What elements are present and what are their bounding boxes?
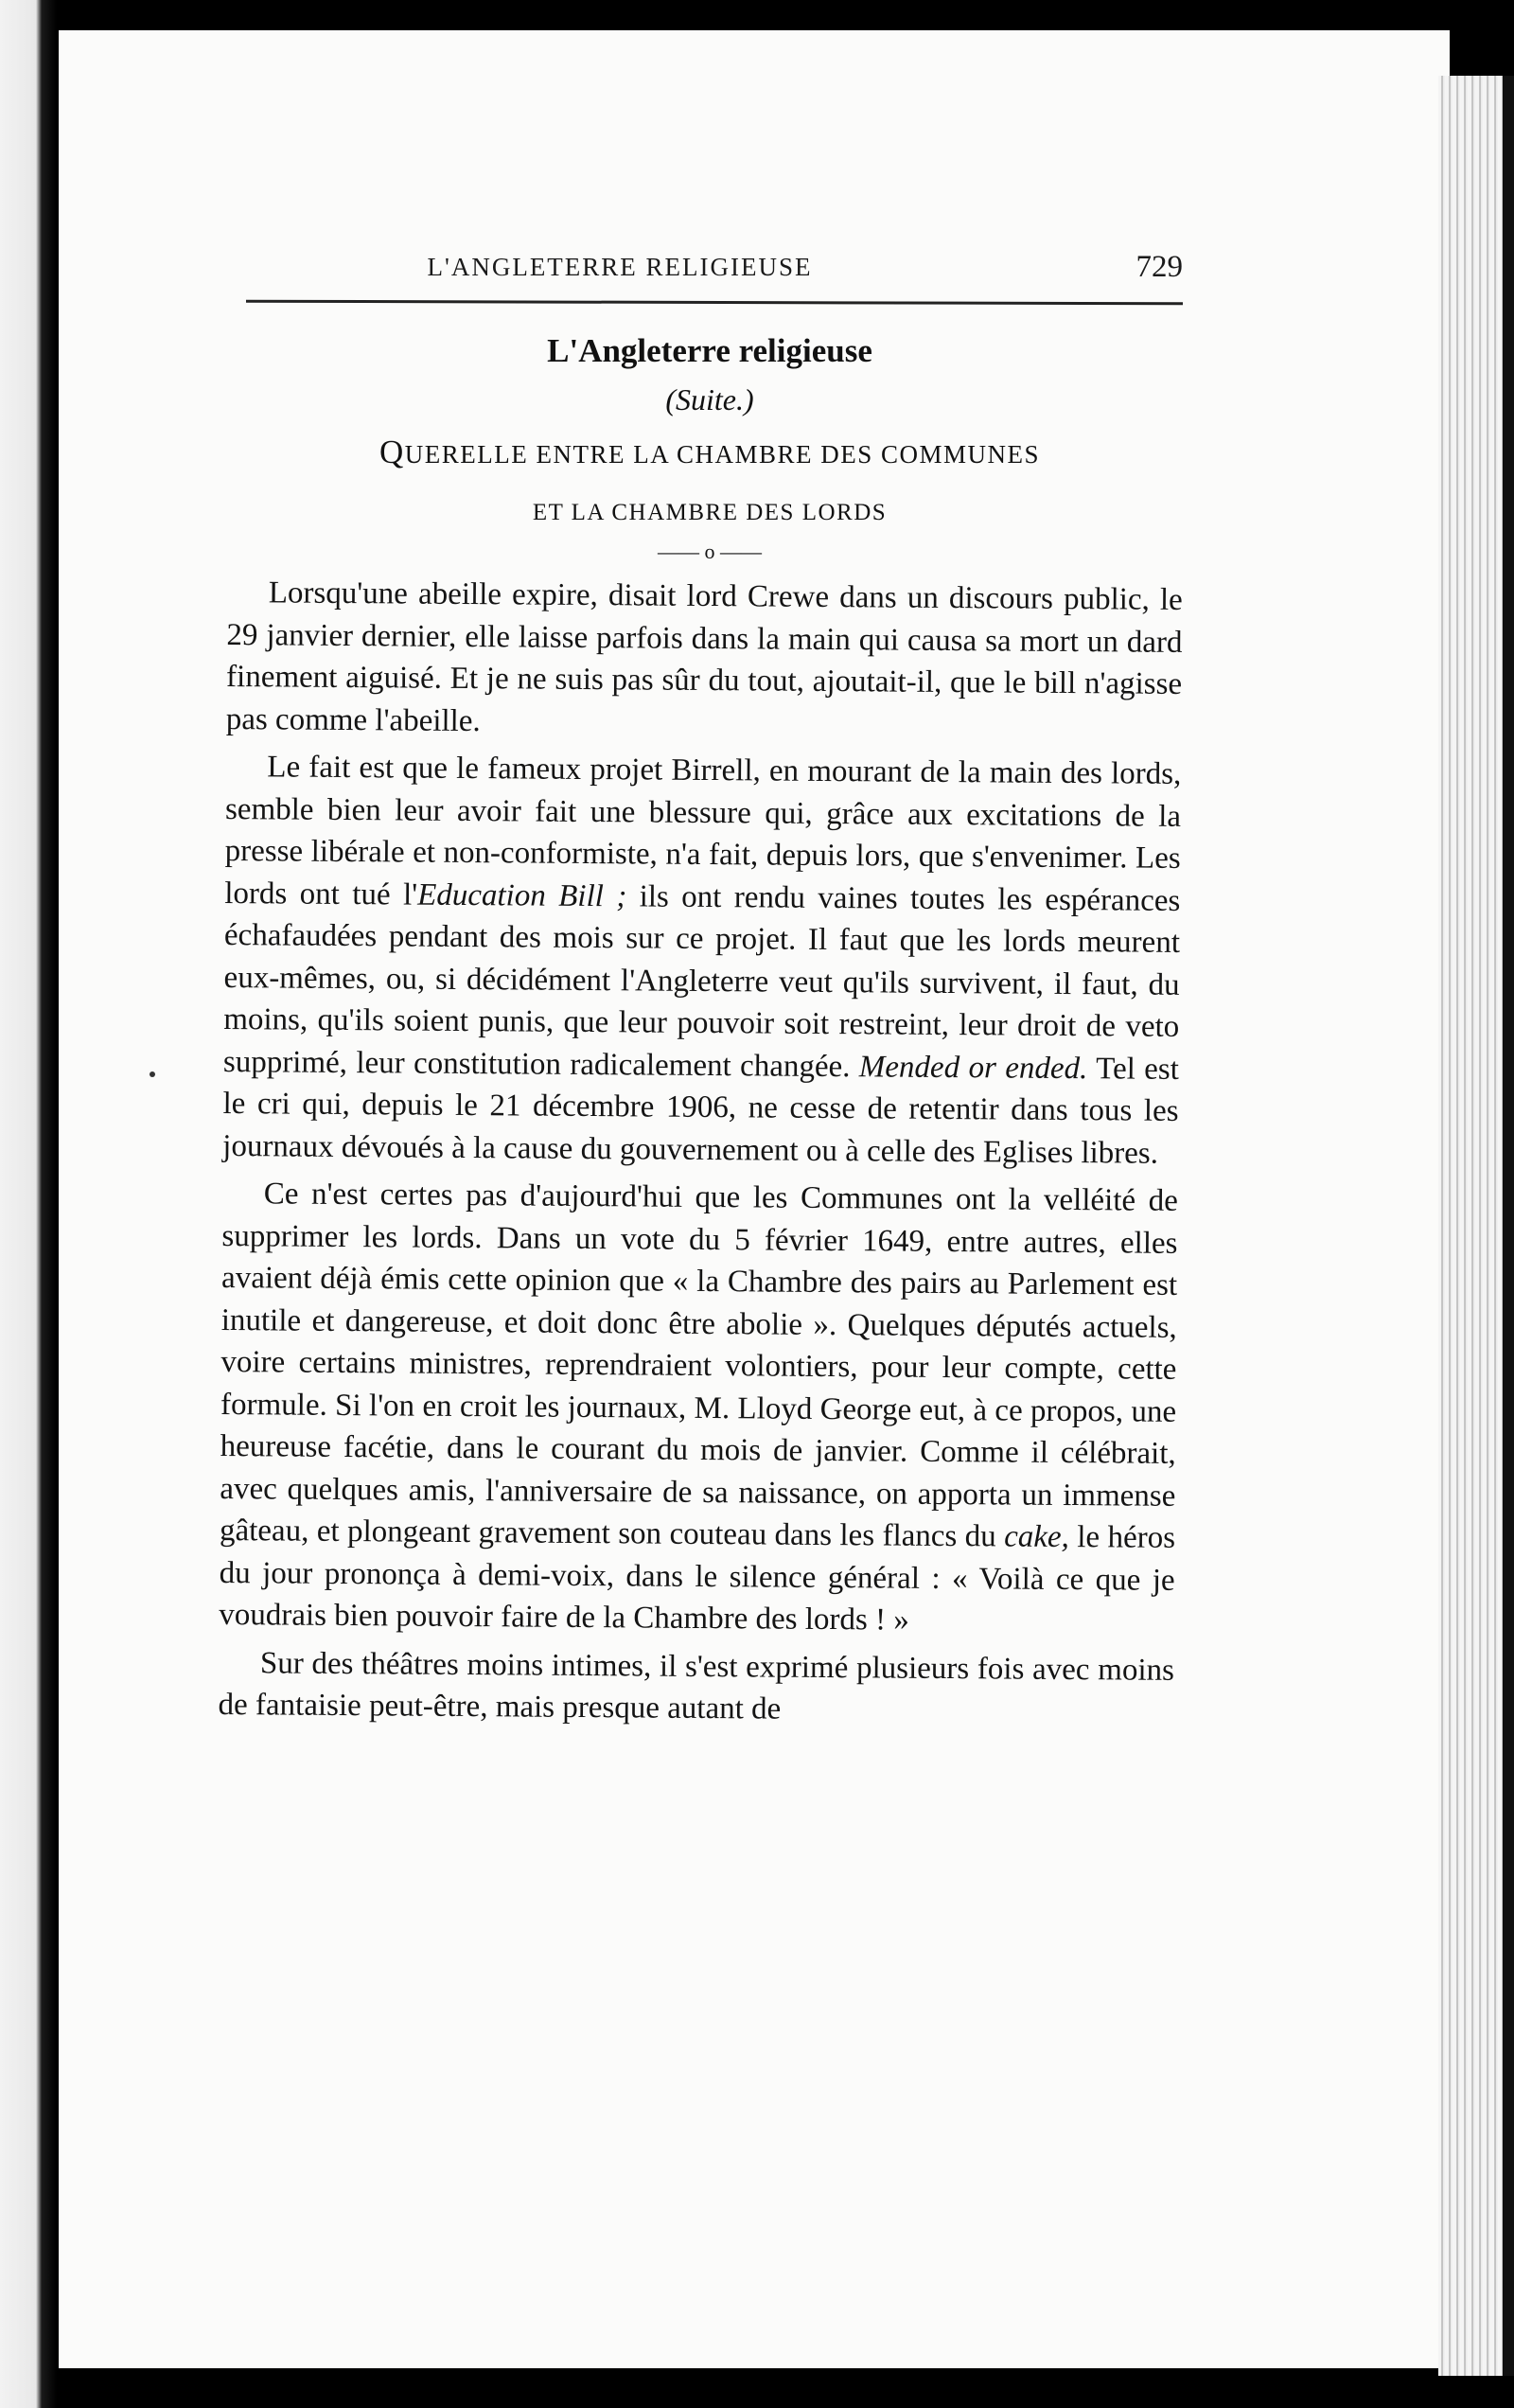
paragraph-2-text-b: ils ont rendu vaines toutes les espérances échafaudées pendant des mois sur ce projet. Il faut que les lords meurent eux-mêmes, ou, si décidément l'Angleterre veut qu'ils survivent, il faut, du moins, qu'ils soient punis, que leur pouvoir soit restreint, leur droit de veto supprimé, leur constitution radicalement changée. [222, 878, 1181, 1084]
paragraph-3-italic: cake, [1004, 1519, 1070, 1555]
section-ornament: —— o —— [658, 540, 762, 563]
subtitle-line-1: QUERELLE ENTRE LA CHAMBRE DES COMMUNES [378, 434, 1041, 470]
page-number: 729 [1136, 250, 1183, 284]
ink-speck [150, 1071, 155, 1077]
article-body [218, 572, 1183, 1733]
running-header [246, 248, 1183, 305]
paragraph-2-text-a: Le fait est que le fameux projet Birrell, en mourant de la main des lords, semble bien leur avoir fait une blessure qui, grâce aux excitations de la presse libérale et non-conformiste, n'a fait, depuis lors, que s'envenimer. Les lords ont tué l' [224, 750, 1182, 912]
paragraph-2 [222, 746, 1181, 1175]
paragraph-1: Lorsqu'une abeille expire, disait lord Crewe dans un discours public, le 29 janvier dernier, elle laisse parfois dans la main qui causa sa mort un dard finement aiguisé. Et je ne suis pas sûr du tout, ajoutait-il, que le bill n'agisse pas comme l'abeille. [225, 575, 1183, 738]
subtitle-line-2: ET LA CHAMBRE DES LORDS [532, 500, 888, 525]
running-title: L'ANGLETERRE RELIGIEUSE [427, 253, 813, 281]
article-continuation: (Suite.) [665, 382, 754, 416]
page-stack-edge [1438, 76, 1503, 2376]
previous-page-edge [0, 0, 57, 2408]
paragraph-2-italic-2: Mended or ended. [858, 1049, 1088, 1086]
article-title: L'Angleterre religieuse [547, 332, 872, 369]
paragraph-2-text-c: Tel est le cri qui, depuis le 21 décembre 1906, ne cesse de retentir dans tous les journaux dévoués à la cause du gouvernement ou à celle des Eglises libres. [222, 1051, 1180, 1171]
paragraph-2-italic-1: Education Bill ; [417, 877, 627, 913]
paragraph-4: Sur des théâtres moins intimes, il s'est exprimé plusieurs fois avec moins de fantaisie peut-être, mais presque autant de [218, 1645, 1175, 1726]
paragraph-3-text-b: le héros du jour prononça à demi-voix, dans le silence général : « Voilà ce que je voudrais bien pouvoir faire de la Chambre des lords ! » [219, 1520, 1176, 1638]
paragraph-3 [219, 1173, 1178, 1643]
page-stack-shadow [1503, 76, 1514, 2376]
paragraph-3-text-a: Ce n'est certes pas d'aujourd'hui que les Communes ont la velléité de supprimer les lords. Dans un vote du 5 février 1649, entre autres, elles avaient déjà émis cette opinion que « la Chambre des pairs au Parlement est inutile et dangereuse, et doit donc être abolie ». Quelques députés actuels, voire certains ministres, reprendraient volontiers, pour leur compte, cette formule. Si l'on en croit les journaux, M. Lloyd George eut, à ce propos, une heureuse facétie, dans le courant du mois de janvier. Comme il célébrait, avec quelques amis, l'anniversaire de sa naissance, on apporta un immense gâteau, et plongeant gravement son couteau dans les flancs du [219, 1177, 1178, 1554]
